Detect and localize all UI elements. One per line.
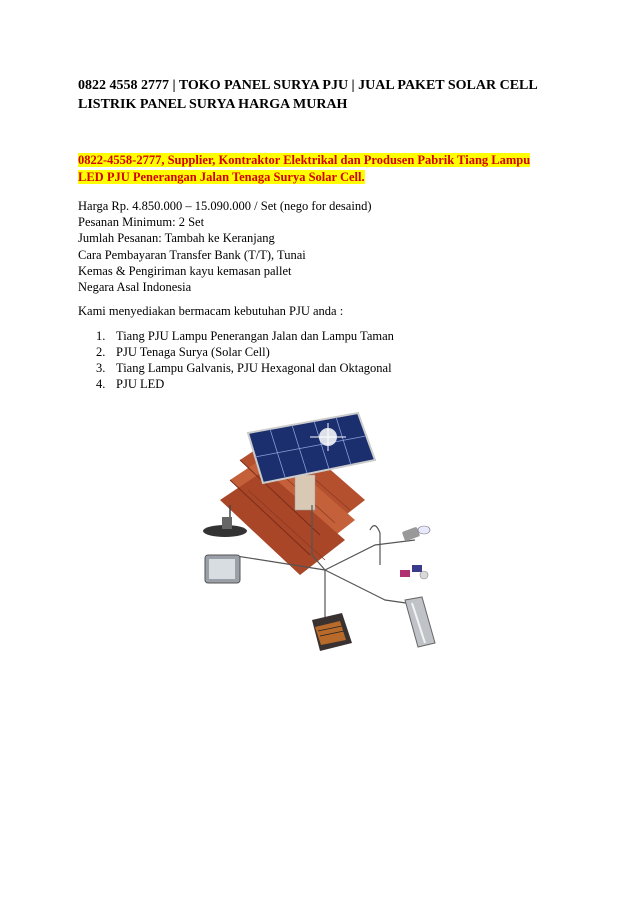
list-item	[96, 328, 394, 344]
list-number: 1.	[96, 329, 106, 343]
list-text: PJU Tenaga Surya (Solar Cell)	[116, 345, 270, 359]
info-min-order: Pesanan Minimum: 2 Set	[78, 215, 205, 230]
page-title: 0822 4558 2777 | TOKO PANEL SURYA PJU | JUAL PAKET SOLAR CELL LISTRIK PANEL SURYA HARGA MURAH	[78, 78, 537, 112]
solar-panel	[248, 413, 375, 483]
highlight-line-2: LED PJU Penerangan Jalan Tenaga Surya Solar Cell.	[78, 170, 365, 184]
list-text: Tiang Lampu Galvanis, PJU Hexagonal dan Oktagonal	[116, 361, 392, 375]
battery-box	[312, 613, 352, 651]
television	[205, 555, 240, 583]
list-number: 4.	[96, 377, 106, 391]
intro-text: Kami menyediakan bermacam kebutuhan PJU anda :	[78, 304, 344, 318]
info-order-qty: Jumlah Pesanan: Tambah ke Keranjang	[78, 231, 275, 246]
product-info	[78, 198, 371, 295]
list-number: 2.	[96, 345, 106, 359]
light-bulbs	[400, 526, 430, 579]
list-text: PJU LED	[116, 377, 165, 391]
list-item	[96, 360, 394, 376]
list-number: 3.	[96, 361, 106, 375]
info-origin: Negara Asal Indonesia	[78, 280, 192, 295]
fluorescent-lamp	[405, 597, 435, 647]
list-text: Tiang PJU Lampu Penerangan Jalan dan Lampu Taman	[116, 329, 394, 343]
list-item	[96, 344, 394, 360]
info-packing: Kemas & Pengiriman kayu kemasan pallet	[78, 263, 292, 278]
solar-system-illustration	[200, 405, 450, 705]
info-price: Harga Rp. 4.850.000 – 15.090.000 / Set (nego for desaind)	[78, 199, 372, 213]
service-list	[96, 328, 394, 392]
list-item	[96, 376, 394, 392]
info-payment: Cara Pembayaran Transfer Bank (T/T), Tunai	[78, 247, 306, 262]
highlight-line-1: 0822-4558-2777, Supplier, Kontraktor Elektrikal dan Produsen Pabrik Tiang Lampu	[78, 153, 531, 167]
highlighted-contact-text	[78, 152, 578, 186]
